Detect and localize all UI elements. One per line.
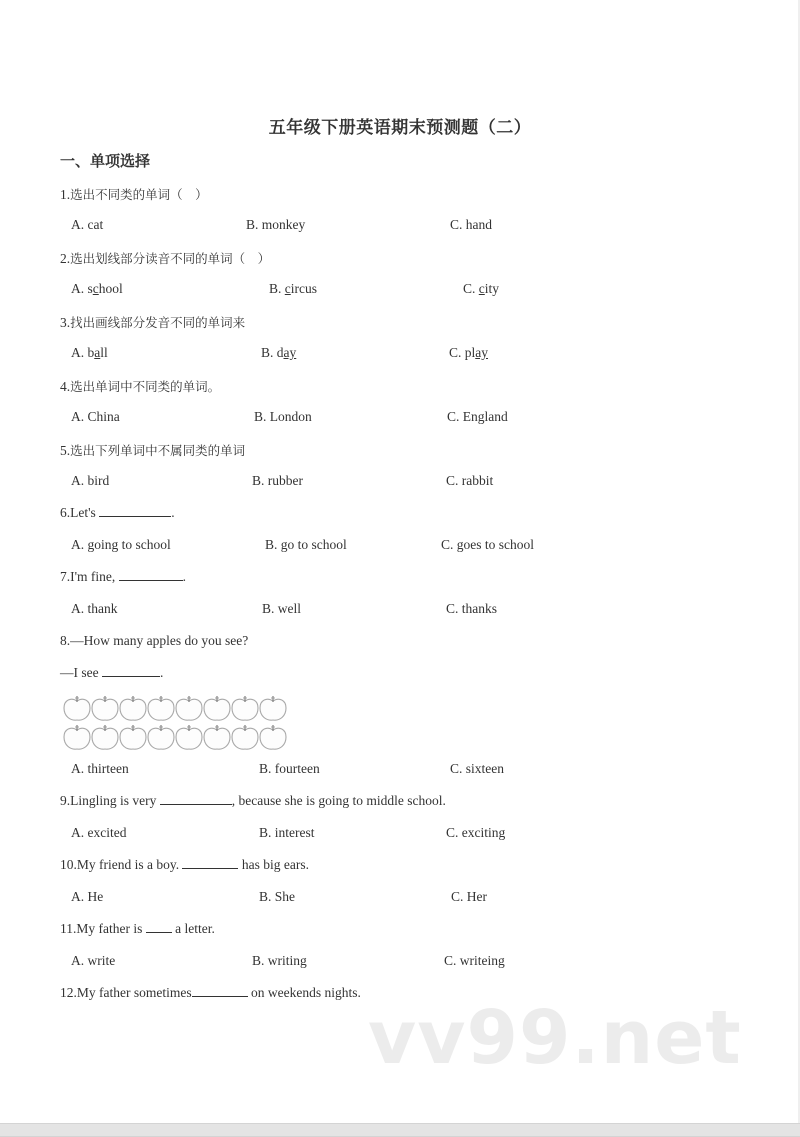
answer-blank: [192, 985, 248, 997]
option-a: A. write: [71, 953, 116, 968]
apples-image: [63, 693, 293, 753]
question-stem: 选出划线部分读音不同的单词（ ）: [70, 251, 271, 266]
question-9: 9.Lingling is very , because she is going to middle school.: [60, 793, 446, 808]
option-b: B. go to school: [265, 537, 347, 552]
question-2: 2.选出划线部分读音不同的单词（ ）: [60, 251, 271, 266]
underlined-letters: a: [94, 345, 101, 360]
option-a: A. bird: [71, 473, 110, 488]
question-4: 4.选出单词中不同类的单词。: [60, 379, 221, 394]
option-b: B. monkey: [246, 217, 306, 232]
question-8-line-2: —I see .: [60, 665, 164, 680]
section-heading: 一、单项选择: [60, 152, 151, 170]
question-stem: 选出下列单词中不属同类的单词: [70, 443, 246, 458]
option-a: A. ball: [71, 345, 108, 360]
option-b: B. rubber: [252, 473, 303, 488]
question-stem: 找出画线部分发音不同的单词来: [70, 315, 246, 330]
question-5: 5.选出下列单词中不属同类的单词: [60, 443, 246, 458]
underlined-letters: ay: [475, 345, 489, 360]
question-10: 10.My friend is a boy. has big ears.: [60, 857, 309, 872]
option-a: A. going to school: [71, 537, 171, 552]
underlined-letters: c: [284, 281, 291, 296]
option-a: A. cat: [71, 217, 104, 232]
option-c: C. sixteen: [450, 761, 504, 776]
question-stem: 选出单词中不同类的单词。: [70, 379, 221, 394]
answer-blank: [99, 505, 171, 517]
document-title: 五年级下册英语期末预测题（二）: [268, 118, 532, 138]
question-8: 8.—How many apples do you see?: [60, 633, 249, 648]
option-a: A. excited: [71, 825, 127, 840]
option-c: C. thanks: [446, 601, 498, 616]
option-c: C. England: [447, 409, 508, 424]
option-c: C. rabbit: [446, 473, 494, 488]
question-3: 3.找出画线部分发音不同的单词来: [60, 315, 246, 330]
watermark: vv99.net: [368, 995, 742, 1081]
question-1: 1.选出不同类的单词（ ）: [60, 187, 208, 202]
option-b: B. well: [262, 601, 301, 616]
answer-blank: [102, 665, 160, 677]
answer-blank: [160, 793, 232, 805]
apple-icon-grid: [63, 693, 295, 753]
question-11: 11.My father is a letter.: [60, 921, 215, 936]
answer-blank: [146, 921, 172, 933]
option-a: A. thirteen: [71, 761, 129, 776]
option-c: C. play: [449, 345, 489, 360]
underlined-letters: ay: [283, 345, 297, 360]
option-b: B. London: [254, 409, 312, 424]
underlined-letters: c: [92, 281, 99, 296]
option-b: B. day: [261, 345, 297, 360]
option-b: B. circus: [269, 281, 318, 296]
question-7: 7.I'm fine, .: [60, 569, 187, 584]
option-b: B. writing: [252, 953, 307, 968]
option-c: C. hand: [450, 217, 492, 232]
option-a: A. thank: [71, 601, 118, 616]
option-a: A. He: [71, 889, 104, 904]
option-c: C. exciting: [446, 825, 506, 840]
underlined-letters: c: [478, 281, 485, 296]
question-stem: 选出不同类的单词（ ）: [70, 187, 208, 202]
option-b: B. fourteen: [259, 761, 320, 776]
option-b: B. interest: [259, 825, 315, 840]
answer-blank: [182, 857, 238, 869]
question-6: 6.Let's .: [60, 505, 175, 520]
option-c: C. city: [463, 281, 500, 296]
option-a: A. school: [71, 281, 123, 296]
option-b: B. She: [259, 889, 296, 904]
page-bottom-border: [0, 1123, 800, 1137]
option-c: C. goes to school: [441, 537, 534, 552]
option-a: A. China: [71, 409, 120, 424]
option-c: C. writeing: [444, 953, 505, 968]
option-c: C. Her: [451, 889, 487, 904]
question-12: 12.My father sometimes on weekends nights.: [60, 985, 361, 1000]
answer-blank: [119, 569, 183, 581]
